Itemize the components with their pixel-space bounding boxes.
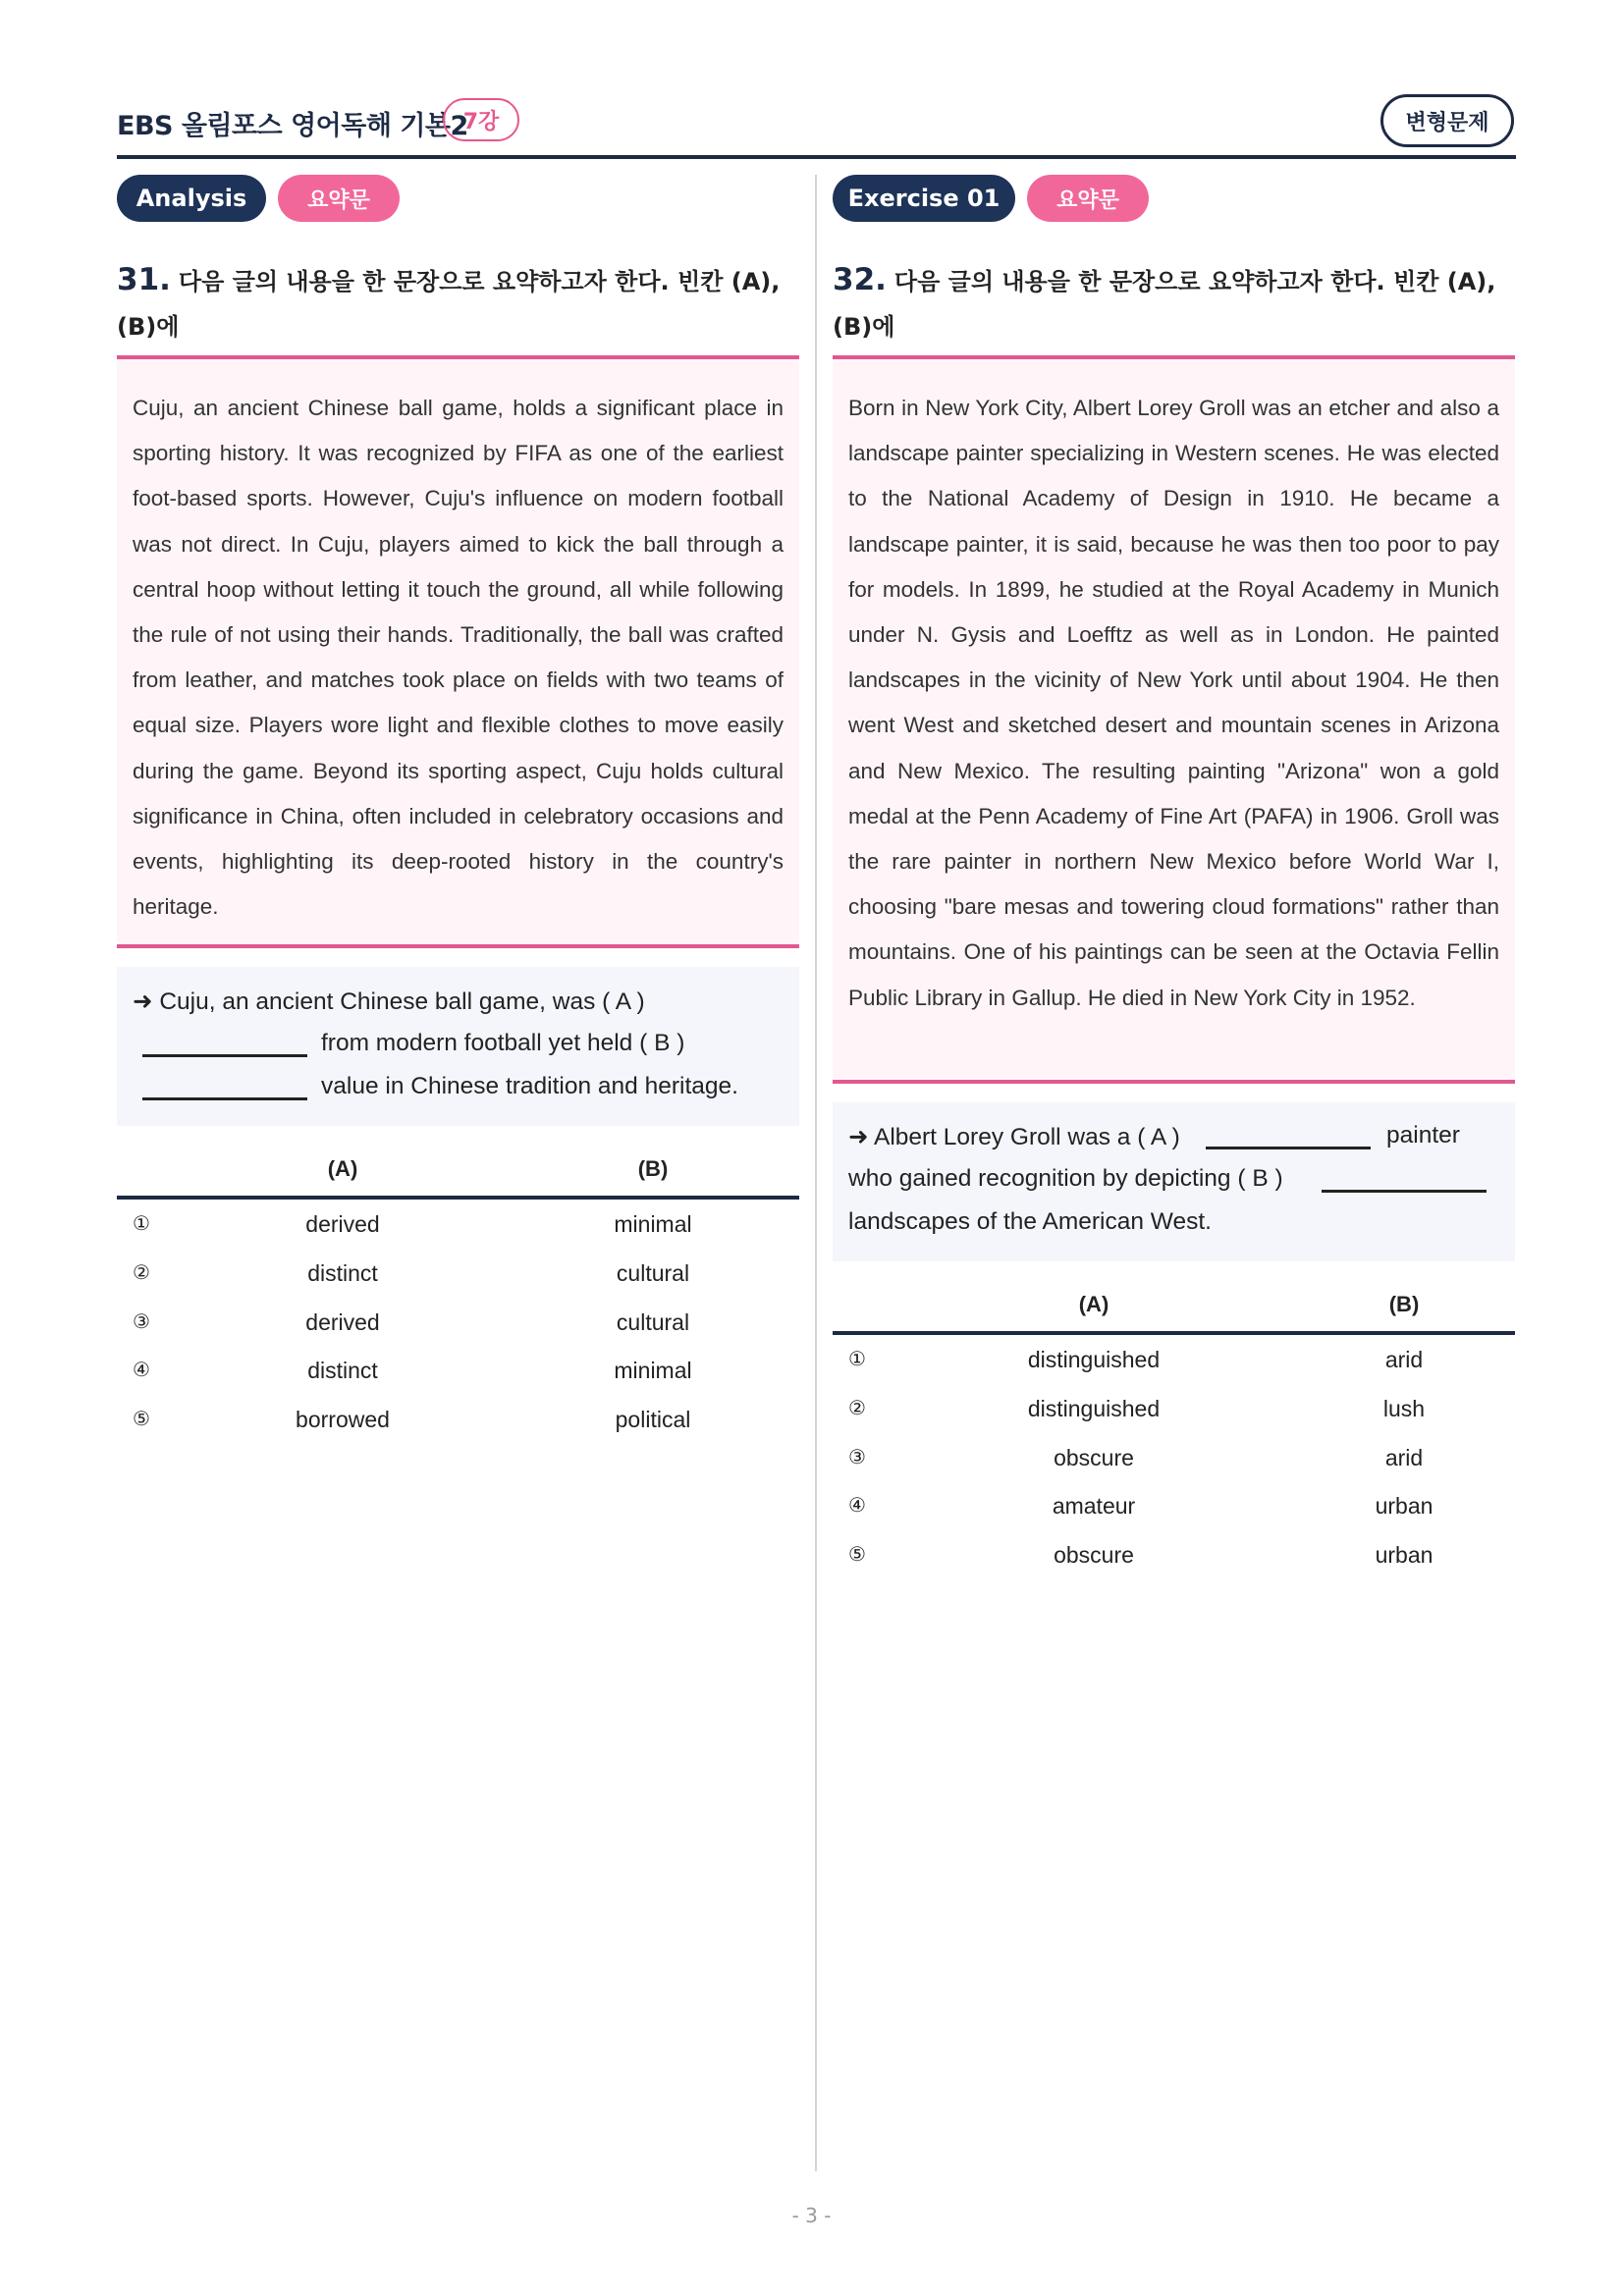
option-b: arid bbox=[1384, 1445, 1424, 1470]
passage-text: Born in New York City, Albert Lorey Groll was an etcher and also a landscape painter specializing in Western scenes. He was elected to the National Academy of Design in 1910. He became a landscape painter, it is said, because he was then too poor to pay for models. In 1899, he studied at the Royal Academy in Munich under N. Gysis and Loefftz as well as in London. He painted landscapes in the vicinity of New York until about 1904. He then went West and sketched desert and mountain scenes in Arizona and New Mexico. The resulting painting "Arizona" won a gold medal at the Penn Academy of Fine Art (PAFA) in 1906. Groll was the rare painter in northern New Mexico before World War I, choosing "bare mesas and towering cloud formations" rather than mountains. One of his paintings can be seen at the Octavia Fellin Public Library in Gallup. He died in New York City in 1952. bbox=[848, 396, 1499, 1010]
summary-line1-end: painter bbox=[1386, 1122, 1460, 1148]
option-b: urban bbox=[1375, 1493, 1434, 1519]
passage-box bbox=[833, 359, 1515, 1080]
option-a: amateur bbox=[1052, 1493, 1136, 1519]
option-number: ③ bbox=[133, 1309, 150, 1333]
options-rule bbox=[117, 1196, 799, 1200]
analysis-tag: Analysis bbox=[117, 175, 266, 222]
summary-line2: who gained recognition by depicting ( B ) bbox=[848, 1165, 1283, 1192]
option-b: lush bbox=[1382, 1396, 1426, 1421]
option-b: cultural bbox=[616, 1309, 690, 1335]
option-b: minimal bbox=[614, 1358, 692, 1383]
option-b: cultural bbox=[616, 1260, 690, 1286]
option-a: obscure bbox=[1054, 1542, 1134, 1568]
option-number: ⑤ bbox=[848, 1542, 866, 1566]
option-number: ① bbox=[133, 1211, 150, 1235]
passage-rule bbox=[117, 944, 799, 948]
header-b: (B) bbox=[637, 1156, 669, 1181]
summary-line2: from modern football yet held ( B ) bbox=[321, 1030, 685, 1056]
option-number: ② bbox=[133, 1260, 150, 1284]
header-b: (B) bbox=[1388, 1292, 1420, 1316]
option-a: derived bbox=[305, 1211, 380, 1237]
type-badge: 변형문제 bbox=[1380, 94, 1514, 147]
option-a: distinguished bbox=[1027, 1396, 1161, 1421]
option-b: minimal bbox=[614, 1211, 692, 1237]
option-b: urban bbox=[1375, 1542, 1434, 1568]
summary-line1: ➜ Cuju, an ancient Chinese ball game, was ( A ) bbox=[133, 988, 645, 1015]
option-number: ⑤ bbox=[133, 1407, 150, 1430]
option-number: ③ bbox=[848, 1445, 866, 1468]
summary-line3: landscapes of the American West. bbox=[848, 1208, 1212, 1235]
summary-tag: 요약문 bbox=[1027, 175, 1149, 222]
summary-box bbox=[117, 967, 799, 1126]
options-rule bbox=[833, 1331, 1515, 1335]
question-text-line1: 다음 글의 내용을 한 문장으로 요약하고자 한다. 빈칸 (A), (B)에 bbox=[833, 268, 1496, 341]
summary-tag: 요약문 bbox=[278, 175, 400, 222]
header-a: (A) bbox=[327, 1156, 358, 1181]
question-number: 32. bbox=[833, 262, 887, 297]
summary-line3: value in Chinese tradition and heritage. bbox=[321, 1073, 738, 1099]
page-title: EBS 올림포스 영어독해 기본2 bbox=[117, 111, 468, 141]
passage-rule bbox=[833, 1080, 1515, 1084]
option-b: political bbox=[615, 1407, 691, 1432]
option-a: distinct bbox=[307, 1260, 378, 1286]
passage-box bbox=[117, 359, 799, 944]
header-a: (A) bbox=[1078, 1292, 1109, 1316]
question-number: 31. bbox=[117, 262, 171, 297]
blank-b bbox=[142, 1097, 307, 1100]
lesson-badge: 7강 bbox=[443, 98, 519, 141]
summary-line1: ➜ Albert Lorey Groll was a ( A ) bbox=[848, 1124, 1180, 1150]
column-divider bbox=[815, 175, 817, 2171]
option-number: ④ bbox=[848, 1493, 866, 1517]
blank-b bbox=[1322, 1190, 1487, 1193]
option-number: ② bbox=[848, 1396, 866, 1419]
option-a: borrowed bbox=[296, 1407, 390, 1432]
option-a: obscure bbox=[1054, 1445, 1134, 1470]
option-number: ④ bbox=[133, 1358, 150, 1381]
option-a: derived bbox=[305, 1309, 380, 1335]
question-text-line1: 다음 글의 내용을 한 문장으로 요약하고자 한다. 빈칸 (A), (B)에 bbox=[117, 268, 781, 341]
option-a: distinct bbox=[307, 1358, 378, 1383]
blank-a bbox=[1206, 1147, 1371, 1149]
summary-box bbox=[833, 1102, 1515, 1261]
option-a: distinguished bbox=[1027, 1347, 1161, 1372]
passage-text: Cuju, an ancient Chinese ball game, holds a significant place in sporting history. It was recognized by FIFA as one of the earliest foot-based sports. However, Cuju's influence on modern football was not direct. In Cuju, players aimed to kick the ball through a central hoop without letting it touch the ground, all while following the rule of not using their hands. Traditionally, the ball was crafted from leather, and matches took place on fields with two teams of equal size. Players wore light and flexible clothes to move easily during the game. Beyond its sporting aspect, Cuju holds cultural significance in China, often included in celebratory occasions and events, highlighting its deep-rooted history in the country's heritage. bbox=[133, 396, 784, 920]
blank-a bbox=[142, 1054, 307, 1057]
option-b: arid bbox=[1384, 1347, 1424, 1372]
exercise-tag: Exercise 01 bbox=[833, 175, 1015, 222]
option-number: ① bbox=[848, 1347, 866, 1370]
header-divider bbox=[117, 155, 1516, 159]
page-number: - 3 - bbox=[791, 2204, 832, 2227]
